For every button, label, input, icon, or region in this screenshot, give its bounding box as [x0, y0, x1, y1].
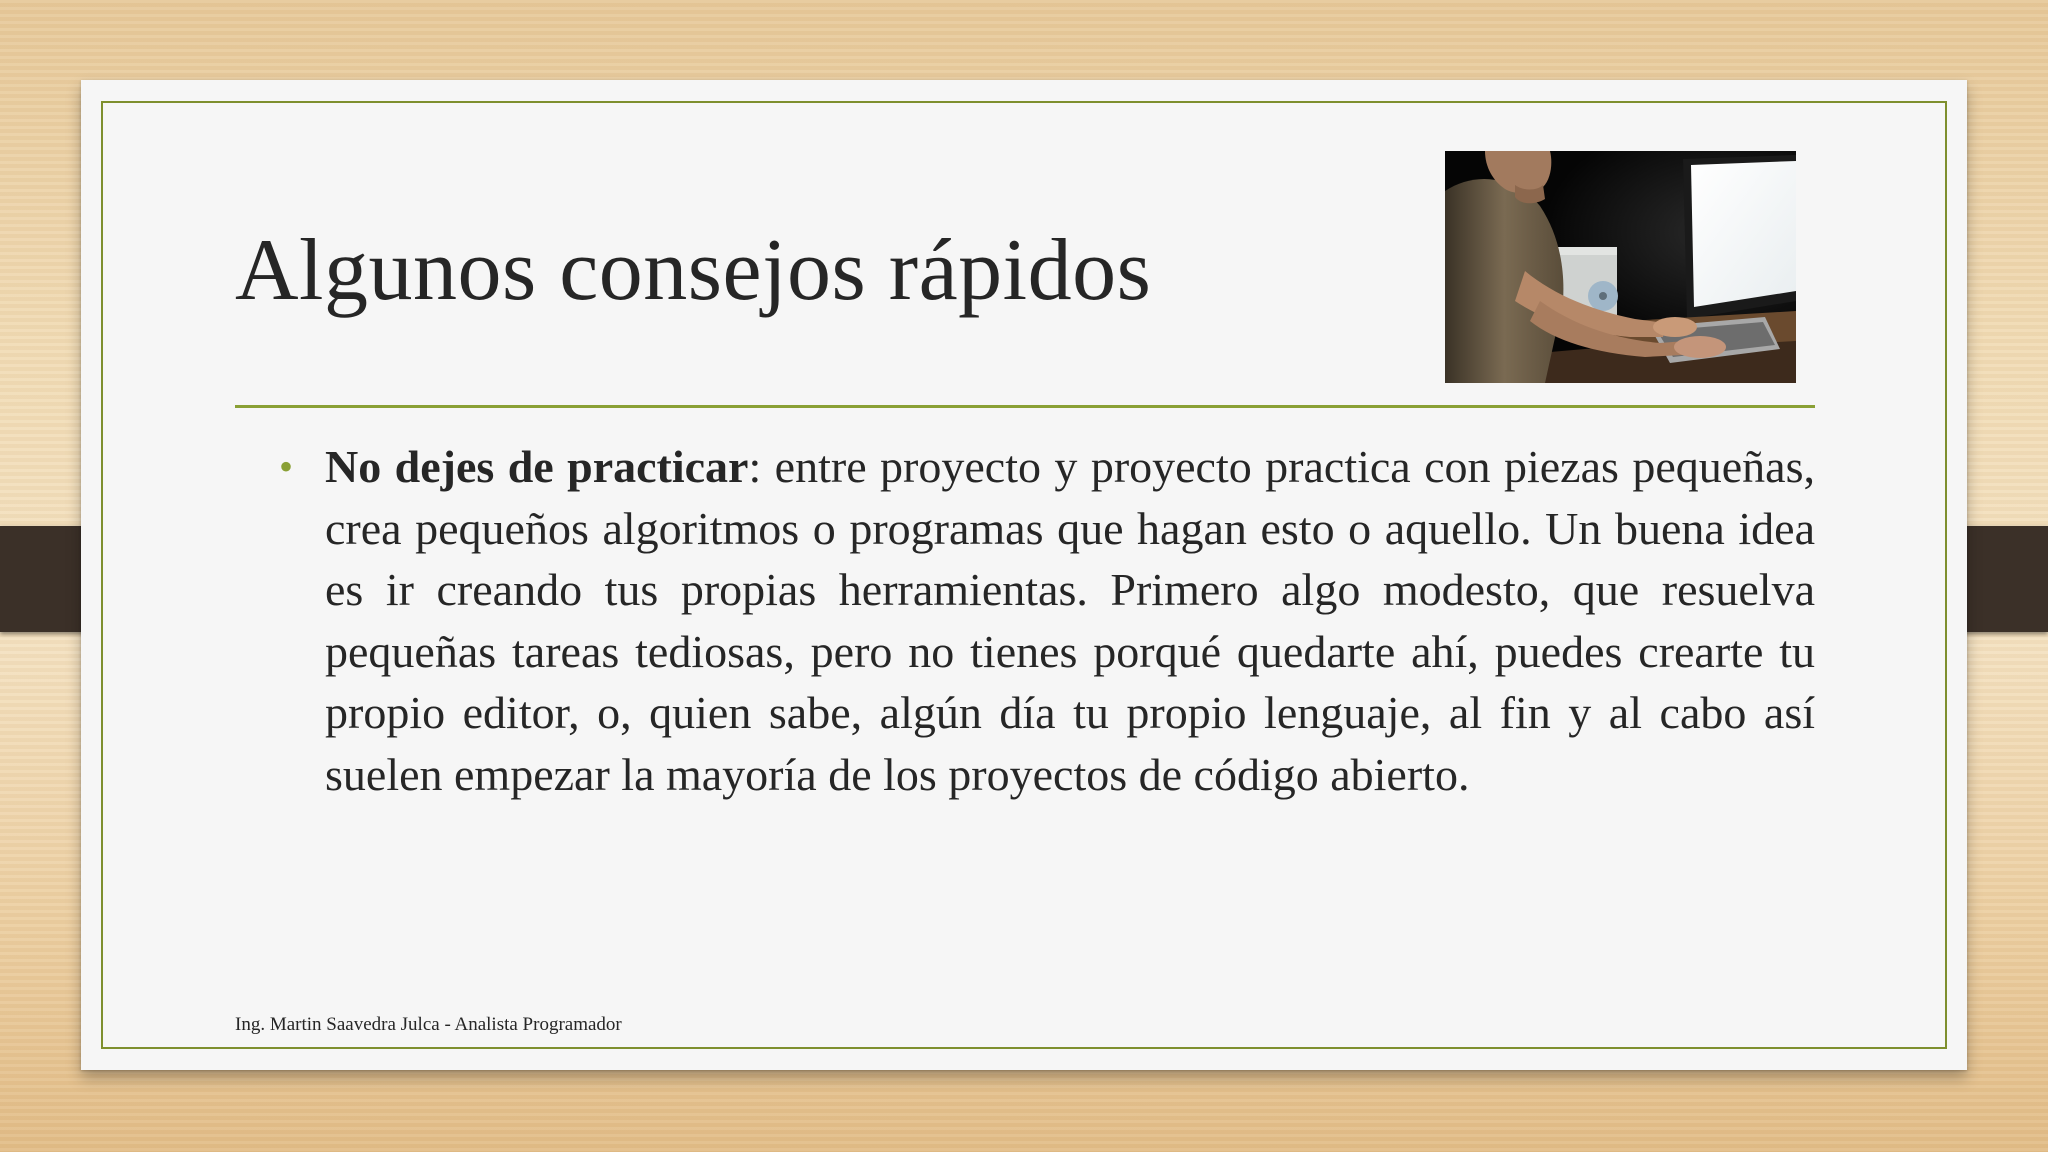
person-typing-photo [1445, 151, 1796, 383]
bullet-dot-icon: • [279, 444, 294, 489]
slide-footer: Ing. Martin Saavedra Julca - Analista Programador [235, 1014, 622, 1035]
slide-title: Algunos consejos rápidos [235, 222, 1152, 319]
slide-card [81, 80, 1967, 1070]
bullet-body-text: : entre proyecto y proyecto practica con piezas pequeñas, crea pequeños algoritmos o programas que hagan esto o aquello. Un buena idea es ir creando tus propias herramientas. Primero algo modesto, que resuelva pequeñas tareas tediosas, pero no tienes porqué quedarte ahí, puedes crearte tu propio editor, o, quien sabe, algún día tu propio lenguaje, al fin y al cabo así suelen empezar la mayoría de los proyectos de código abierto. [325, 441, 1815, 800]
bullet-item [279, 436, 1815, 805]
bullet-bold-lead: No dejes de practicar [325, 441, 749, 492]
bullet-paragraph [325, 436, 1815, 805]
title-divider [235, 405, 1815, 408]
